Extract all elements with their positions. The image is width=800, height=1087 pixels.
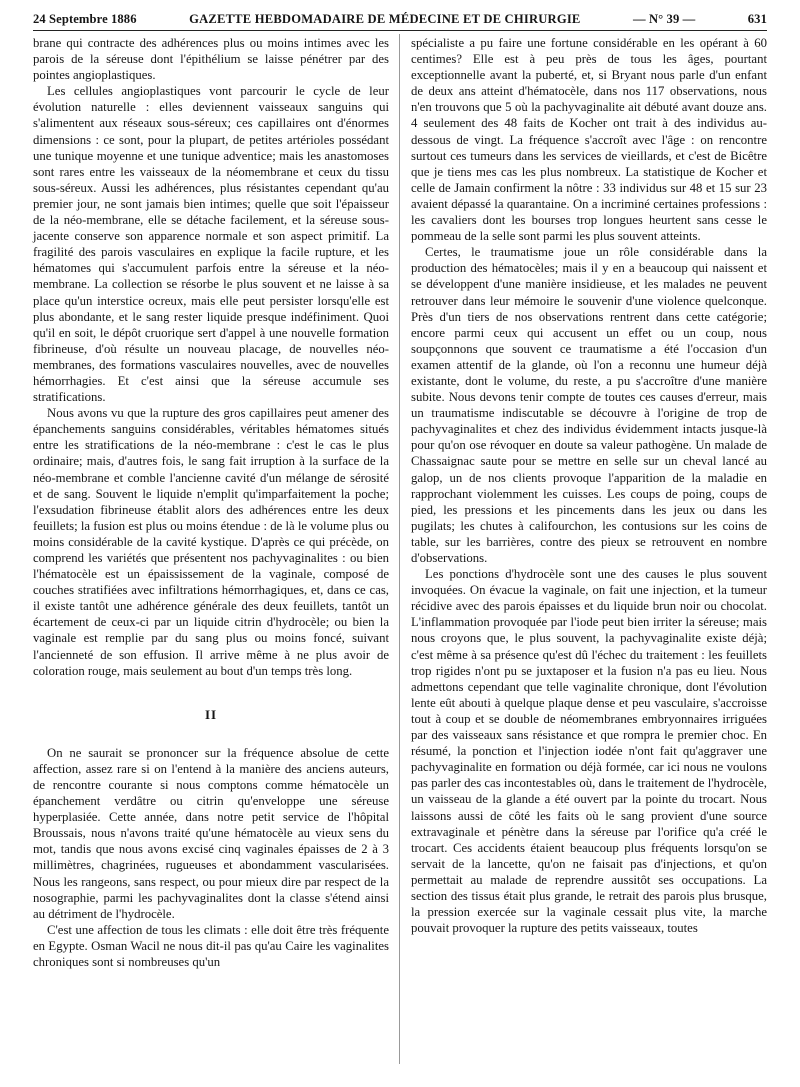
header-journal-title: GAZETTE HEBDOMADAIRE DE MÉDECINE ET DE CHIRURGIE [189, 12, 581, 26]
paragraph: C'est une affection de tous les climats : elle doit être très fréquente en Egypte. Osman Wacil ne nous dit-il pas qu'au Caire les vaginalites chroniques sont si nombreuses qu'un [33, 922, 389, 969]
left-column [33, 35, 389, 970]
header-page-number: 631 [747, 12, 767, 26]
paragraph: Certes, le traumatisme joue un rôle considérable dans la production des hématocèles; mais il y en a beaucoup qui naissent et se développent d'une manière insidieuse, et les malades ne peuvent retrouver dans leur mémoire le souvenir d'une violence quelconque. Près d'un tiers de nos observations rentrent dans cette catégorie; encore parmi ceux qui accusent un effet ou un coup, nous soupçonnons que souvent ce traumatisme a été l'occasion d'un examen attentif de la glande, où l'on a reconnu une humeur déjà existante, dont le volume, du reste, a pu s'accroître d'une manière subite. Nous devons tenir compte de toutes ces causes d'erreur, mais un traumatisme indiscutable se découvre à l'origine de trop de pachyvaginalites et chez des individus évidemment intacts jusque-là pour qu'on ose révoquer en doute sa valeur pathogène. Un malade de Chassaignac saute pour se mettre en selle sur un cheval lancé au galop, un de nos clients provoque l'apparition de la maladie en rapprochant violemment les cuisses. Les coups de poing, coups de pied, les pressions et les pincements dans les jeux ou dans les pugilats; les chutes à califourchon, les contusions sur les coins de table, sur les barrières, contre des pieux se retrouvent en nombre d'observations. [411, 245, 767, 565]
column-divider [399, 34, 400, 1064]
running-header [33, 12, 767, 31]
paragraph: Nous avons vu que la rupture des gros capillaires peut amener des épanchements sanguins considérables, véritables hématomes situés entre les stratifications de la néo-membrane : c'est le cas le plus ordinaire; mais, d'autres fois, le sang fait irruption à la surface de la néo-membrane et comble l'ancienne cavité d'un mélange de sérosité et de sang. Souvent le liquide n'emplit qu'imparfaitement la poche; l'exsudation fibrineuse établit alors des adhérences entre les deux feuillets; la fusion est plus ou moins étendue : de là le volume plus ou moins considérable de la cavité kystique. D'après ce qui précède, on comprend les variétés que présentent nos pachyvaginalites : ou bien l'hématocèle est un épaississement de la vaginale, composé de couches stratifiées avec infiltrations hémorrhagiques, et, dans ce cas, il existe tantôt une adhérence générale des deux feuillets, tantôt un écartement de ceux-ci par un liquide citrin d'hydrocèle; ou bien la vaginale est remplie par du sang plus ou moins foncé, suivant l'ancienneté de son effusion. Il arrive même à ne plus avoir de coloration rouge, mais seulement au bout d'un temps très long. [33, 406, 389, 678]
section-number: II [204, 706, 218, 722]
paragraph: Les cellules angioplastiques vont parcourir le cycle de leur évolution naturelle : elles deviennent vaisseaux sanguins qui s'alimentent aux réseaux sous-séreux; ces capillaires ont d'énormes dimensions : ce sont, pour la plupart, de petites artérioles possédant une tunique moyenne et une tunique adventice; mais les anastomoses sont rares entre les vaisseaux de la néomembrane et ceux du tissu sous-séreux. Aussi les adhérences, plus résistantes cependant qu'au premier jour, ne sont jamais bien intimes; quelle que soit l'épaisseur de la néo-membrane, elle se détache facilement, et la séreuse sous-jacente conserve son apparence normale et son aspect primitif. La fragilité des parois vasculaires en explique la facile rupture, et les hématomes qui s'accumulent parfois entre la séreuse et la néo-membrane. La collection se résorbe le plus souvent et ne laisse à sa place qu'un interstice ocreux, mais elle peut persister lorsqu'elle est plus abondante, et le sang rester liquide presque indéfiniment. Quoi qu'il en soit, le dépôt cruorique sert d'appel à une nouvelle formation fibrineuse, d'où résulte un nouveau placage, de nouvelles néo-membranes, des formations vasculaires nouvelles, avec de nouvelles hémorrhagies. Et c'est ainsi que la séreuse accumule ses stratifications. [33, 84, 389, 405]
right-column [411, 35, 767, 970]
header-issue-number: — N° 39 — [633, 12, 696, 26]
paragraph: brane qui contracte des adhérences plus ou moins intimes avec les parois de la séreuse dont l'épithélium se laisse pénétrer par des pointes angioplastiques. [33, 36, 389, 83]
paragraph: spécialiste a pu faire une fortune considérable en les opérant à 60 centimes? Elle est à peu près de tous les âges, pourtant exceptionnelle avant la puberté, et, si Bryant nous parle d'un enfant de deux ans atteint d'hématocèle, dans nos 117 observations, nous n'en trouvons que 5 où la pachyvaginalite ait débuté avant douze ans. 4 seulement des 48 faits de Kocher ont trait à des individus au-dessous de vingt. La fréquence s'accroît avec l'âge : on rencontre surtout ces tumeurs dans les services de vieillards, et c'est de Bicêtre que je tiens mes cas les plus nombreux. La statistique de Kocher et celle de Jamain confirment la nôtre : 33 individus sur 48 et 15 sur 23 avaient dépassé la quarantaine. On a incriminé certaines professions : les cavaliers dont les bourses trop longues heurtent sans cesse le pommeau de la selle sont parmi les plus souvent atteints. [411, 36, 767, 244]
paragraph: Les ponctions d'hydrocèle sont une des causes le plus souvent invoquées. On évacue la vaginale, on fait une injection, et la tumeur récidive avec des parois épaisses et du liquide brun noir ou chocolat. L'inflammation provoquée par l'iode peut bien irriter la séreuse; mais nous croyons que, le plus souvent, la pachyvaginalite existe déjà; c'est même à sa présence qu'est dû l'échec du traitement : les feuillets trop rigides n'ont pu se juxtaposer et la fusion n'a pas eu lieu. Nous admettons cependant que telle vaginalite chronique, dont l'évolution lente eût abouti à quelque plaque dense et peu vasculaire, s'accroisse tout à coup et se double de néomembranes embryonnaires irriguées par des vaisseaux sans résistance et que rompra le premier choc. En résumé, la ponction et l'injection iodée n'ont fait qu'aggraver une pachyvaginalite en formation ou déjà formée, car ici nous ne voulons pas parler des cas incontestables où, dans le traitement de l'hydrocèle, un vaisseau de la glande a été ouvert par la pointe du trocart. Nous laissons aussi de côté les faits où le sang provient d'une source extravaginale et pénètre dans la séreuse par l'orifice qu'a créé le trocart. Ces accidents étaient beaucoup plus fréquents lorsqu'on se servait de la lancette, qu'on ne faisait pas d'injections, et qu'on permettait au malade de reprendre aussitôt ses occupations. La section des tissus était plus grande, le retrait des parois plus brusque, la pression exercée sur la vaginale cessait plus vite, la marche pouvait provoquer la rupture des petits vaisseaux, toutes [411, 567, 767, 936]
article-columns [33, 35, 767, 970]
paragraph: On ne saurait se prononcer sur la fréquence absolue de cette affection, assez rare si on l'entend à la manière des anciens auteurs, de rencontre courante si nous comptons comme hématocèle un épanchement verdâtre ou citrin qu'enveloppe une séreuse hyperplasiée. Cette année, dans notre petit service de l'hôpital Broussais, nous n'avons traité qu'une hématocèle au vieux sens du mot, tandis que nous avons excisé cinq vaginales épaisses de 2 à 3 millimètres, chagrinées, rugueuses et abondamment vascularisées. Nous les rangeons, sans respect, ou pour mieux dire par respect de la nosographie, parmi les pachyvaginalites dont la classe s'étend ainsi au détriment de l'hydrocèle. [33, 745, 389, 921]
header-date: 24 Septembre 1886 [33, 12, 137, 26]
